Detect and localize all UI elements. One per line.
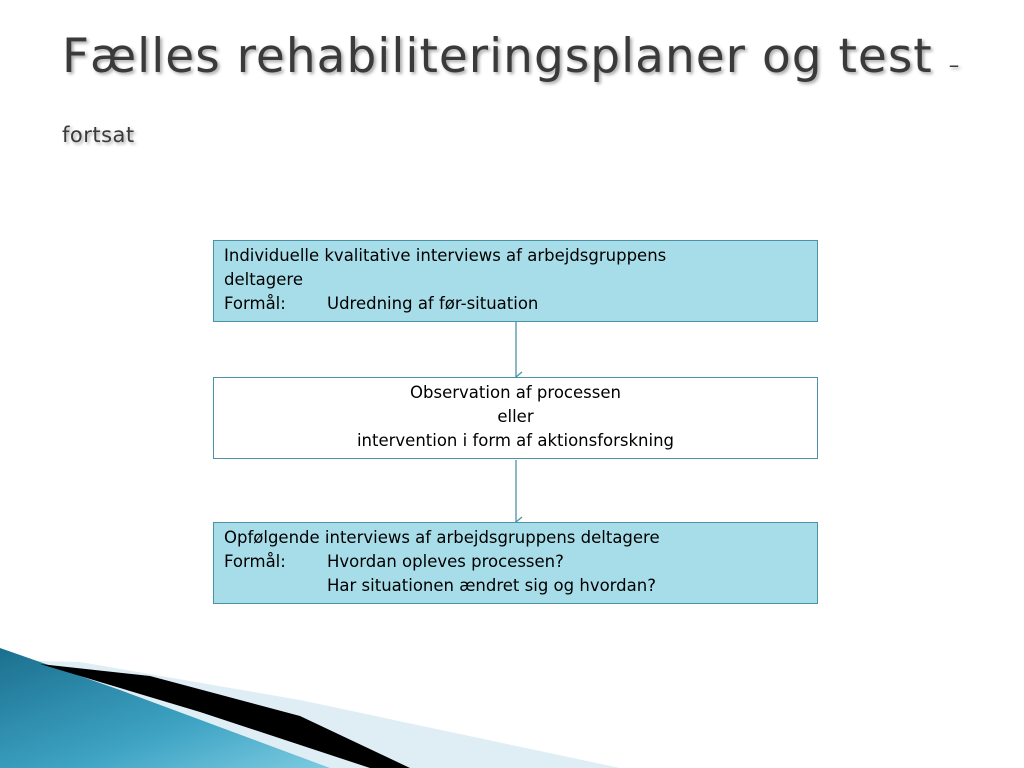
flow-box-initial-interviews <box>213 240 818 322</box>
box3-purpose-text-2: Har situationen ændret sig og hvordan? <box>327 576 656 595</box>
box1-line2: deltagere <box>224 270 303 289</box>
box1-line1: Individuelle kvalitative interviews af arbejdsgruppens <box>224 246 667 265</box>
box2-line3: intervention i form af aktionsforskning <box>356 431 675 450</box>
title-subtitle: – fortsat <box>62 53 960 147</box>
box3-line1: Opfølgende interviews af arbejdsgruppens deltagere <box>224 528 660 547</box>
box2-line1: Observation af processen <box>410 383 621 402</box>
box1-purpose-text: Udredning af før-situation <box>327 294 539 313</box>
title-main: Fælles rehabiliteringsplaner og test <box>62 29 933 84</box>
box3-purpose-row <box>224 550 807 574</box>
box1-purpose-label: Formål: <box>224 294 286 313</box>
box1-purpose-row <box>224 292 807 316</box>
flow-box-followup-interviews <box>213 522 818 604</box>
flow-box-observation <box>213 377 818 459</box>
box2-line2: eller <box>497 407 534 426</box>
box3-purpose-text-1: Hvordan opleves processen? <box>327 552 564 571</box>
box3-purpose-label: Formål: <box>224 552 286 571</box>
